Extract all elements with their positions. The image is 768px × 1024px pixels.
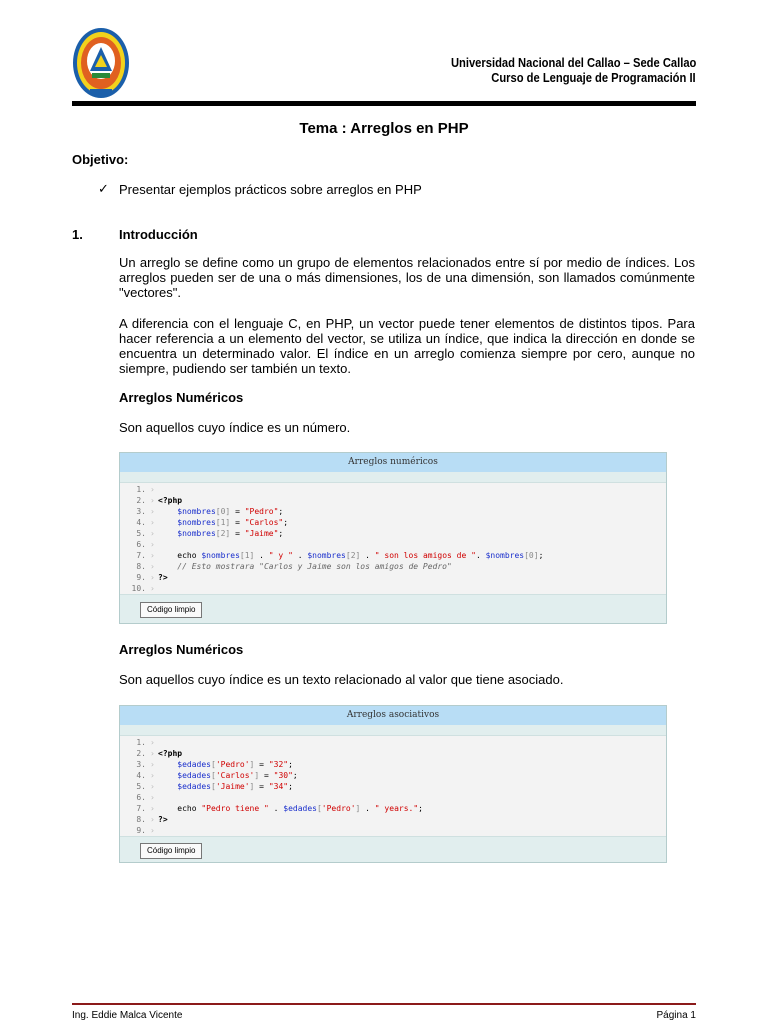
clean-code-button[interactable]: Código limpio bbox=[140, 602, 202, 618]
assoc-description: Son aquellos cuyo índice es un texto relacionado al valor que tiene asociado. bbox=[119, 672, 564, 687]
objective-item: Presentar ejemplos prácticos sobre arreglos en PHP bbox=[119, 182, 422, 197]
clean-code-button[interactable]: Código limpio bbox=[140, 843, 202, 859]
objective-heading: Objetivo: bbox=[72, 152, 129, 167]
code-box-numeric bbox=[119, 452, 667, 624]
numeric-heading: Arreglos Numéricos bbox=[119, 390, 244, 405]
section-number: 1. bbox=[72, 227, 83, 242]
footer-rule bbox=[72, 1003, 696, 1005]
intro-paragraph-2: A diferencia con el lenguaje C, en PHP, un vector puede tener elementos de distintos tipos. Para hacer referencia a un elemento del vector, se utiliza un índice, que indica la dirección en donde se encuentra un determinado valor. El índice en un arreglo comienza siempre por cero, aunque no siempre, pudiendo ser también un texto. bbox=[119, 316, 695, 376]
code-title: Arreglos numéricos bbox=[120, 453, 666, 472]
code-body: 1. › 2. › <?php 3. › $edades['Pedro'] = "32"; 4. › $edades['Carlos'] = "30"; 5. › $edades['Jaime'] = "34"; 6. › 7. › echo "Pedro tiene " . $edades['Pedro'] . " years."; 8. › ?> 9. › bbox=[120, 735, 666, 837]
header-rule bbox=[72, 101, 696, 106]
intro-paragraph-1: Un arreglo se define como un grupo de elementos relacionados entre sí por medio de índices. Los arreglos pueden ser de una o más dimensiones, los de una dimensión, son llamados comúnmente "vectores". bbox=[119, 255, 695, 300]
page-title: Tema : Arreglos en PHP bbox=[299, 120, 469, 137]
code-title: Arreglos asociativos bbox=[120, 706, 666, 725]
header-university: Universidad Nacional del Callao – Sede Callao bbox=[450, 55, 696, 70]
check-icon: ✓ bbox=[98, 181, 109, 196]
code-box-associative bbox=[119, 705, 667, 863]
assoc-heading: Arreglos Numéricos bbox=[119, 642, 244, 657]
footer-page-number: Página 1 bbox=[656, 1010, 696, 1021]
university-seal-logo bbox=[72, 27, 130, 102]
header-course: Curso de Lenguaje de Programación II bbox=[491, 70, 696, 85]
code-body: 1. › 2. › <?php 3. › $nombres[0] = "Pedro"; 4. › $nombres[1] = "Carlos"; 5. › $nombres[2] = "Jaime"; 6. › 7. › echo $nombres[1] . " y " . $nombres[2] . " son los amigos de ". $nombres[0]; 8. › // Esto mostrara "Carlos y Jaime son los amigos de Pedro" 9. › ?> 10. › bbox=[120, 482, 666, 595]
section-heading: Introducción bbox=[119, 227, 198, 242]
numeric-description: Son aquellos cuyo índice es un número. bbox=[119, 420, 351, 435]
footer-author: Ing. Eddie Malca Vicente bbox=[72, 1010, 183, 1021]
